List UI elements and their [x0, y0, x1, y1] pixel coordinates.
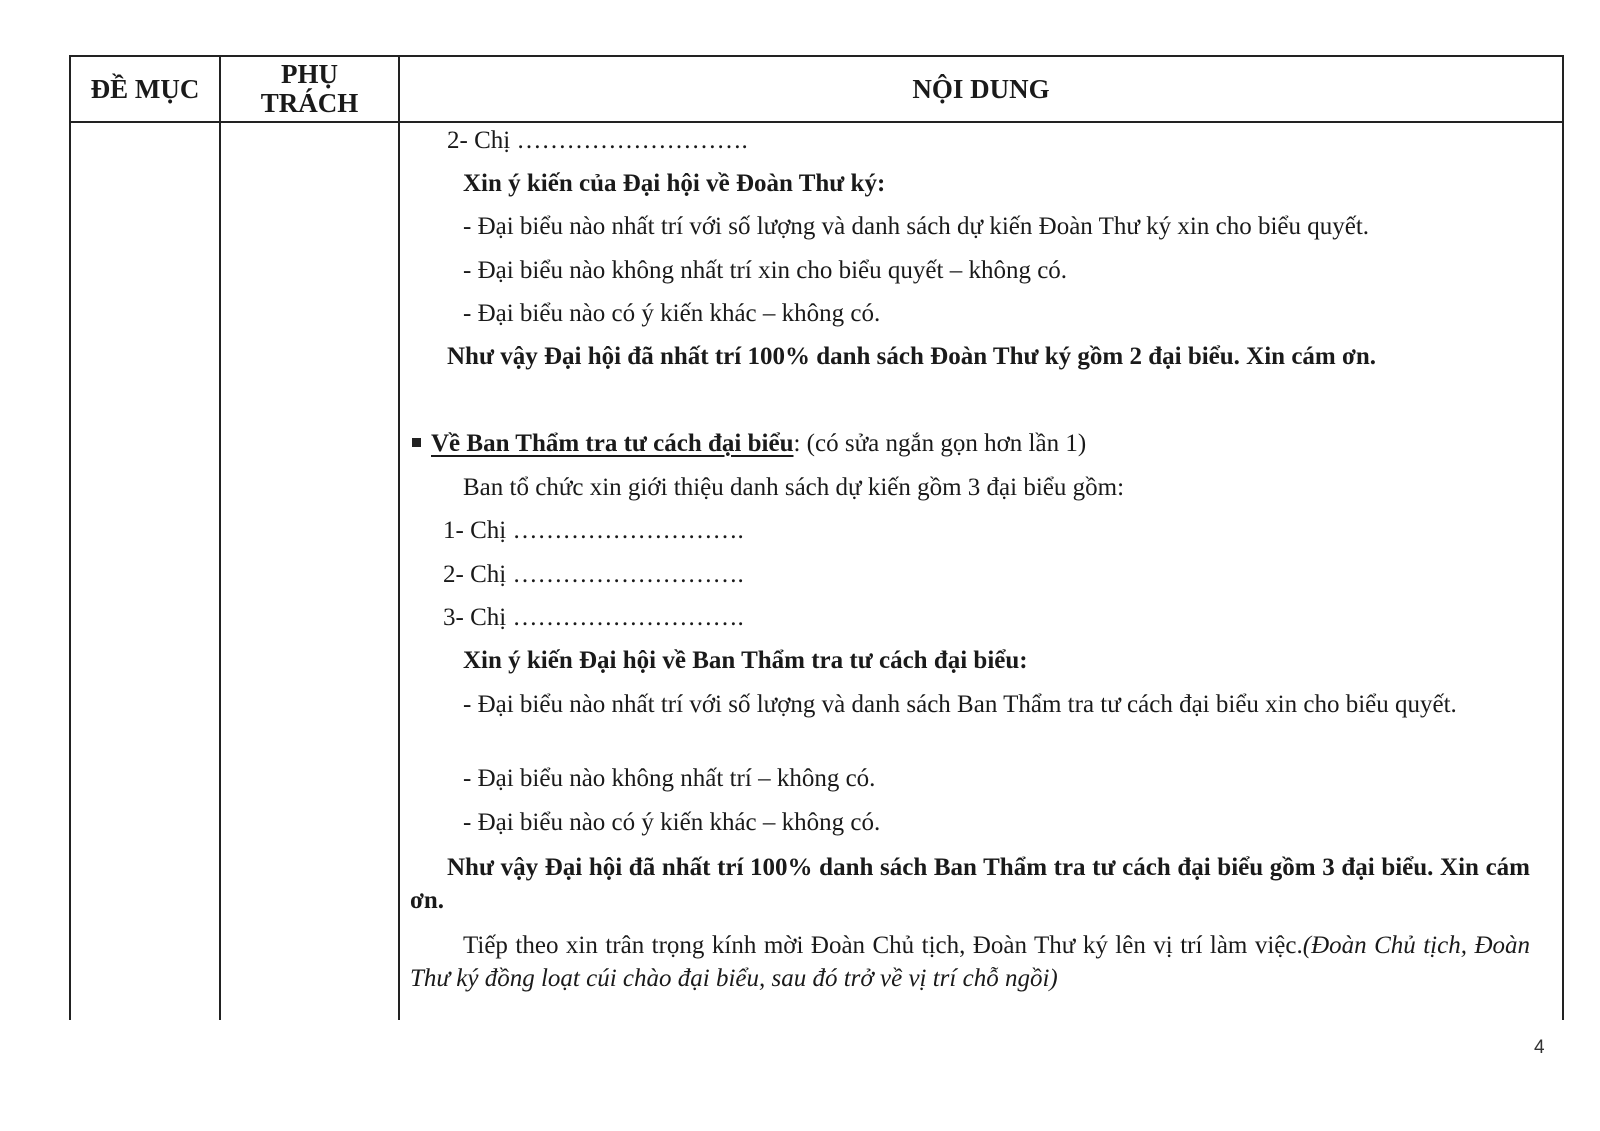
committee-vote-result: Như vậy Đại hội đã nhất trí 100% danh sách Ban Thẩm tra tư cách đại biểu gồm 3 đại biểu. Xin cám ơn. [410, 854, 1530, 914]
secretary-vote-other: - Đại biểu nào có ý kiến khác – không có. [463, 300, 881, 327]
header-noi-dung [400, 55, 1562, 123]
committee-candidate-3: 3- Chị ………………………. [443, 604, 744, 631]
header-noi-dung-label: NỘI DUNG [912, 73, 1050, 104]
committee-vote-other: - Đại biểu nào có ý kiến khác – không có. [463, 809, 881, 836]
committee-intro: Ban tổ chức xin giới thiệu danh sách dự kiến gồm 3 đại biểu gồm: [463, 474, 1125, 501]
header-de-muc-label: ĐỀ MỤC [90, 73, 200, 104]
table-right-border [1562, 55, 1564, 1020]
committee-candidate-1: 1- Chị ………………………. [443, 517, 744, 544]
header-phu-trach-line1: PHỤ [281, 59, 338, 89]
closing-paragraph [410, 929, 1530, 995]
table-left-border [69, 55, 71, 1020]
secretary-vote-result: Như vậy Đại hội đã nhất trí 100% danh sách Đoàn Thư ký gồm 2 đại biểu. Xin cám ơn. [447, 343, 1376, 370]
secretary-vote-disagree: - Đại biểu nào không nhất trí xin cho biểu quyết – không có. [463, 257, 1068, 284]
closing-text: Tiếp theo xin trân trọng kính mời Đoàn Chủ tịch, Đoàn Thư ký lên vị trí làm việc. [463, 932, 1303, 959]
header-de-muc [71, 55, 219, 123]
secretary-candidate-2: 2- Chị ………………………. [447, 127, 748, 154]
committee-candidate-2: 2- Chị ………………………. [443, 561, 744, 588]
page-number: 4 [1534, 1037, 1545, 1058]
column-divider-2 [398, 55, 400, 1020]
committee-vote-agree: - Đại biểu nào nhất trí với số lượng và danh sách Ban Thẩm tra tư cách đại biểu xin cho biểu quyết. [463, 691, 1457, 718]
column-divider-1 [219, 55, 221, 1020]
square-bullet-icon [412, 438, 421, 447]
section-title: Về Ban Thẩm tra tư cách đại biểu [431, 430, 794, 457]
secretary-vote-heading: Xin ý kiến của Đại hội về Đoàn Thư ký: [463, 170, 886, 197]
secretary-vote-agree: - Đại biểu nào nhất trí với số lượng và danh sách dự kiến Đoàn Thư ký xin cho biểu quyết. [463, 213, 1370, 240]
committee-vote-heading: Xin ý kiến Đại hội về Ban Thẩm tra tư cách đại biểu: [463, 647, 1028, 674]
header-phu-trach [221, 55, 398, 123]
closing-note: (Đoàn Chủ tịch, Đoàn Thư ký đồng loạt cúi chào đại biểu, sau đó trở về vị trí chỗ ngồi) [410, 932, 1531, 992]
section-note: : (có sửa ngắn gọn hơn lần 1) [793, 430, 1087, 457]
header-phu-trach-line2: TRÁCH [260, 88, 359, 118]
committee-vote-disagree: - Đại biểu nào không nhất trí – không có. [463, 765, 876, 792]
section-heading [412, 430, 1086, 458]
agenda-table [69, 55, 1564, 1020]
